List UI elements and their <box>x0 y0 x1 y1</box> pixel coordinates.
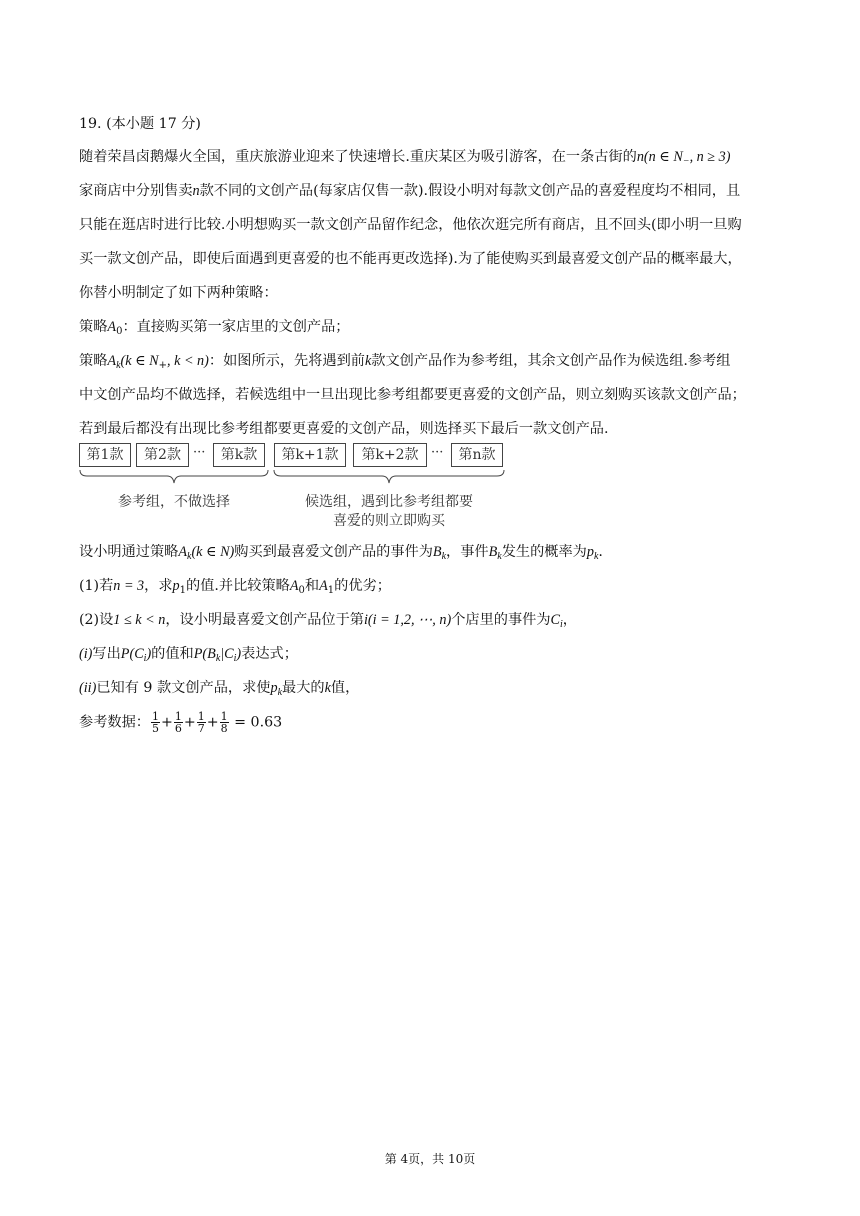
question-2-i: (i)写出$P(C_i)$的值和$P(B_k|C_i)$表达式； <box>79 646 298 664</box>
strategy-a0: 策略$A_0$：直接购买第一家店里的文创产品； <box>79 319 350 337</box>
box-item-1: 第1款 <box>79 443 131 467</box>
strategy-ak-line-3: 若到最后都没有出现比参考组都要更喜爱的文创产品，则选择买下最后一款文创产品. <box>79 421 609 437</box>
problem-header: 19. (本小题 17 分) <box>79 116 201 132</box>
box-item-k-plus-1: 第k+1款 <box>274 443 346 467</box>
selection-diagram <box>79 443 509 535</box>
fraction-1-6: $\frac{1}{6}$ <box>174 710 182 735</box>
question-2: (2)设1 ≤ k < n，设小明最喜爱文创产品位于第i(i = 1,2, ⋯, n)个店里的事件为$C_i$， <box>79 612 577 630</box>
fraction-1-7: $\frac{1}{7}$ <box>197 710 205 735</box>
intro-line-2: 家商店中分别售卖n款不同的文创产品(每家店仅售一款).假设小明对每款文创产品的喜爱程度均不相同，且 <box>79 183 741 199</box>
reference-data: 参考数据： $\frac{1}{5}$ + $\frac{1}{6}$ + $\frac{1}{7}$ + $\frac{1}{8}$ = 0.63 <box>79 710 283 735</box>
reference-group-label: 参考组，不做选择 <box>118 494 230 510</box>
page-footer: 第 4页，共 10页 <box>384 1152 476 1166</box>
intro-line-4: 买一款文创产品，即使后面遇到更喜爱的也不能再更改选择).为了能使购买到最喜爱文创产品的概率最大， <box>79 251 742 267</box>
ellipsis-ref: ··· <box>193 445 206 460</box>
box-item-k: 第k款 <box>213 443 265 467</box>
candidate-brace <box>273 469 505 485</box>
fraction-1-5: $\frac{1}{5}$ <box>151 710 159 735</box>
question-2-ii: (ii)已知有 9 款文创产品，求使$p_k$最大的k值， <box>79 680 360 698</box>
candidate-group-label-1: 候选组，遇到比参考组都要 <box>305 494 473 510</box>
fraction-1-8: $\frac{1}{8}$ <box>220 710 228 735</box>
intro-line-5: 你替小明制定了如下两种策略： <box>79 285 278 301</box>
strategy-ak-line-2: 中文创产品均不做选择，若候选组中一旦出现比参考组都要更喜爱的文创产品，则立刻购买该款文创产品； <box>79 387 746 403</box>
reference-brace <box>79 469 269 485</box>
box-item-n: 第n款 <box>451 443 503 467</box>
box-item-k-plus-2: 第k+2款 <box>353 443 427 467</box>
intro-line-3: 只能在逛店时进行比较.小明想购买一款文创产品留作纪念，他依次逛完所有商店，且不回头(即小明一旦购 <box>79 217 742 233</box>
box-item-2: 第2款 <box>136 443 189 467</box>
setup-line: 设小明通过策略$A_k(k$ ∈ N)购买到最喜爱文创产品的事件为$B_k$，事件$B_k$发生的概率为$p_k$. <box>79 544 603 562</box>
candidate-group-label-2: 喜爱的则立即购买 <box>333 513 445 529</box>
ellipsis-cand: ··· <box>431 445 444 460</box>
question-1: (1)若n = 3，求$p_1$的值.并比较策略$A_0$和$A_1$的优劣； <box>79 578 391 596</box>
strategy-ak-line-1: 策略$A_k(k$ ∈ $N_+$, k < n)：如图所示，先将遇到前k款文创产品作为参考组，其余文创产品作为候选组.参考组 <box>79 353 731 371</box>
intro-line-1: 随着荣昌卤鹅爆火全国，重庆旅游业迎来了快速增长.重庆某区为吸引游客，在一条古街的n(n ∈ $N_-$, n ≥ 3) <box>79 149 731 167</box>
